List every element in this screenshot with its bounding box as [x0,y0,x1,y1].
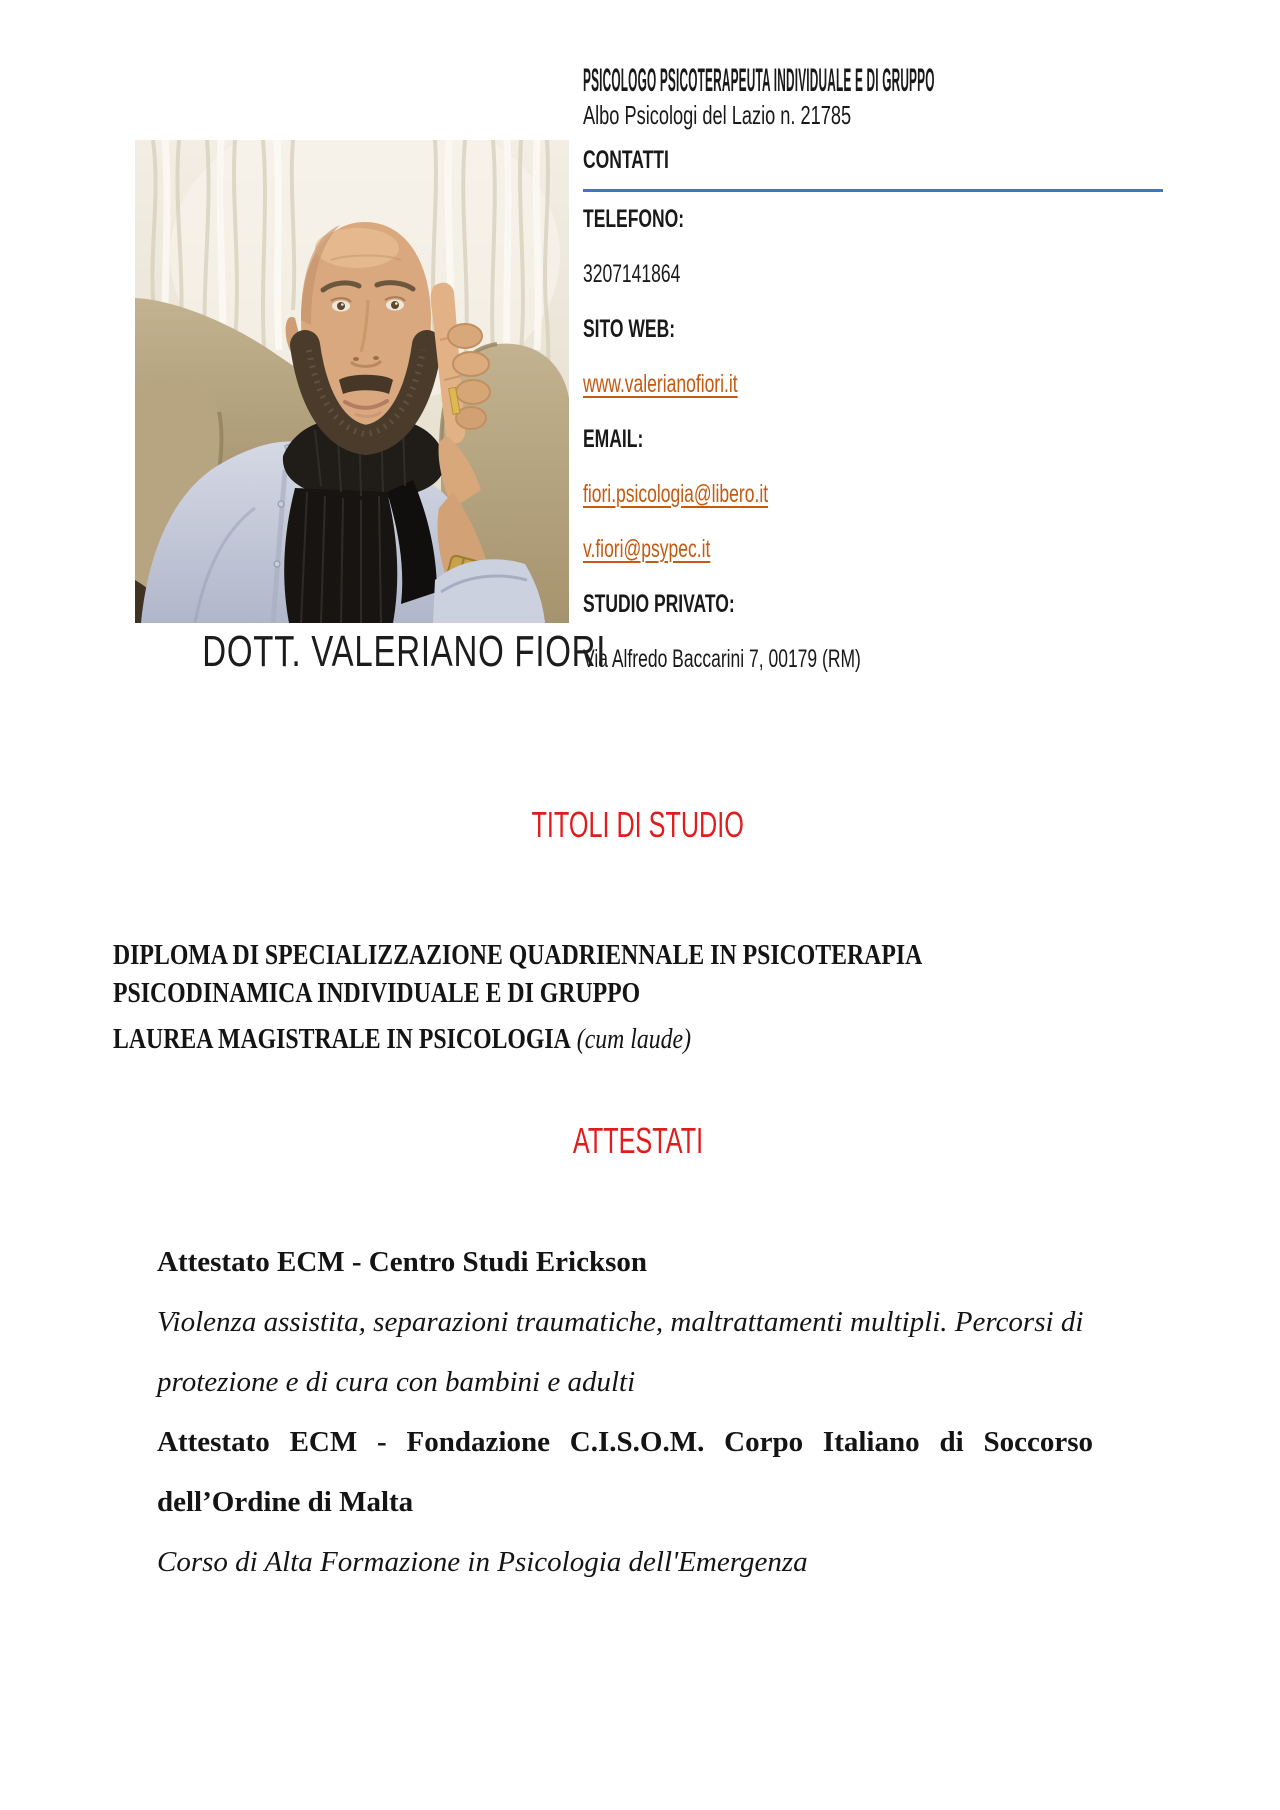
titoli-di-studio-heading: TITOLI DI STUDIO [531,804,745,845]
laurea-title: LAUREA MAGISTRALE IN PSICOLOGIA [113,1023,571,1055]
email-link-pec[interactable]: v.fiori@psypec.it [583,535,711,563]
contact-phone-number: 3207141864 [583,260,681,288]
contact-list [583,205,1163,700]
attestati-list [157,1232,1135,1592]
contact-email2-row [583,535,1163,590]
registry-line: Albo Psicologi del Lazio n. 21785 [583,100,852,130]
contacts-section-title: CONTATTI [583,146,1163,192]
photo-caption: DOTT. VALERIANO FIORI [202,627,607,676]
contact-email1-row [583,480,1163,535]
contact-label-telefono: TELEFONO: [583,205,685,233]
attestato-description-cisom: Corso di Alta Formazione in Psicologia dell'Emergenza [157,1546,808,1578]
contact-label-email: EMAIL: [583,425,644,453]
website-link[interactable]: www.valerianofiori.it [583,370,738,398]
laurea-cum-laude: (cum laude) [576,1023,692,1055]
attestati-heading: ATTESTATI [572,1120,704,1161]
contact-label-sito-web: SITO WEB: [583,315,676,343]
contact-website-row [583,370,1163,425]
contact-address: Via Alfredo Baccarini 7, 00179 (RM) [583,645,861,673]
diploma-paragraph [113,936,1100,1012]
diploma-line-1: DIPLOMA DI SPECIALIZZAZIONE QUADRIENNALE IN PSICOTERAPIA [113,939,923,971]
attestato-title-erickson: Attestato ECM - Centro Studi Erickson [157,1246,648,1278]
profession-title: PSICOLOGO PSICOTERAPEUTA INDIVIDUALE E DI GRUPPO [583,62,935,98]
contact-label-studio-privato: STUDIO PRIVATO: [583,590,735,618]
laurea-paragraph [113,1023,691,1056]
portrait-photo [135,140,569,623]
diploma-line-2: PSICODINAMICA INDIVIDUALE E DI GRUPPO [113,977,641,1009]
attestato-title-cisom: Attestato ECM - Fondazione C.I.S.O.M. Corpo Italiano di Soccorso dell’Ordine di Malta [157,1426,1093,1518]
attestato-description-erickson: Violenza assistita, separazioni traumatiche, maltrattamenti multipli. Percorsi di protezione e di cura con bambini e adulti [157,1306,1084,1398]
email-link-libero[interactable]: fiori.psicologia@libero.it [583,480,769,508]
